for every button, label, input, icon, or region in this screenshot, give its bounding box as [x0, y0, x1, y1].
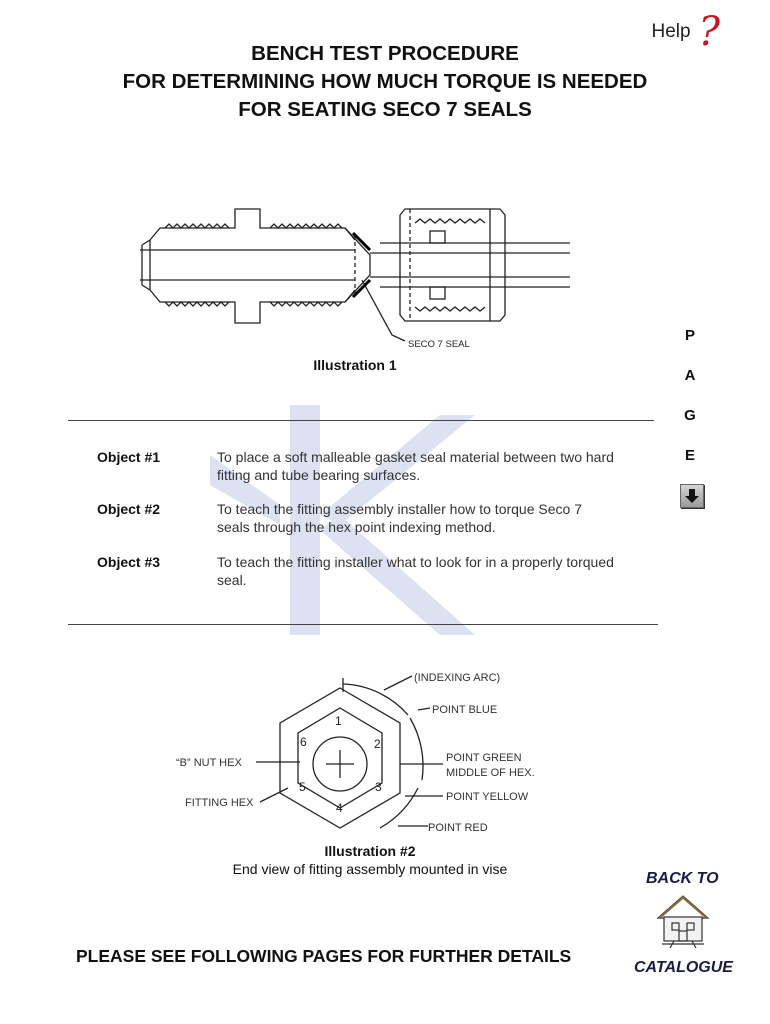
object-2-text: To teach the fitting assembly installer how to torque Seco 7 seals through the hex point indexing method. [217, 501, 582, 535]
object-3-label: Object #3 [97, 554, 161, 570]
indexing-arc-label: (INDEXING ARC) [414, 672, 501, 684]
back-to-catalogue-link[interactable]: BACK TO [646, 870, 719, 887]
hex-end-view-illustration [160, 660, 580, 840]
object-2-label: Object #2 [97, 501, 161, 517]
point-green-sub-label: MIDDLE OF HEX. [446, 767, 535, 779]
hex-number-3: 3 [375, 780, 382, 794]
illustration-2-title: Illustration #2 [324, 843, 416, 859]
object-1-label: Object #1 [97, 449, 161, 465]
house-icon[interactable] [652, 890, 714, 952]
point-blue-label: POINT BLUE [432, 704, 498, 716]
hex-number-4: 4 [336, 801, 343, 815]
object-1-text: To place a soft malleable gasket seal material between two hard fitting and tube bearing surfaces. [217, 449, 614, 483]
object-3-text: To teach the fitting installer what to look for in a properly torqued seal. [217, 554, 614, 588]
page-letter-a: A [684, 367, 696, 384]
fitting-hex-label: FITTING HEX [185, 797, 254, 809]
fitting-cross-section-illustration [130, 195, 580, 360]
catalogue-link[interactable]: CATALOGUE [634, 959, 733, 976]
footer-note: PLEASE SEE FOLLOWING PAGES FOR FURTHER DETAILS [76, 946, 572, 966]
illustration-2-caption [160, 842, 580, 878]
page-letter-p: P [684, 327, 695, 344]
page-letter-e: E [684, 447, 695, 464]
arrow-down-icon [681, 485, 703, 507]
hex-number-6: 6 [300, 735, 307, 749]
title-line-1: BENCH TEST PROCEDURE [251, 42, 519, 65]
hex-number-1: 1 [335, 714, 342, 728]
point-green-label: POINT GREEN [446, 752, 522, 764]
question-mark-icon: ? [698, 9, 720, 55]
title-line-3: FOR SEATING SECO 7 SEALS [238, 98, 532, 121]
illustration-2-text: End view of fitting assembly mounted in vise [232, 861, 508, 877]
page-nav [676, 326, 704, 486]
b-nut-hex-label: “B” NUT HEX [176, 757, 242, 769]
hex-number-5: 5 [299, 780, 306, 794]
point-red-label: POINT RED [428, 822, 488, 834]
page-down-button[interactable] [680, 484, 704, 508]
divider-top [68, 420, 654, 421]
seal-label: SECO 7 SEAL [408, 339, 470, 350]
page-title [0, 40, 770, 124]
hex-number-2: 2 [374, 737, 381, 751]
help-label: Help [651, 21, 691, 42]
illustration-1-caption: Illustration 1 [313, 357, 397, 373]
divider-bottom [68, 624, 658, 625]
point-yellow-label: POINT YELLOW [446, 791, 529, 803]
page-letter-g: G [684, 407, 696, 424]
title-line-2: FOR DETERMINING HOW MUCH TORQUE IS NEEDED [122, 70, 648, 93]
